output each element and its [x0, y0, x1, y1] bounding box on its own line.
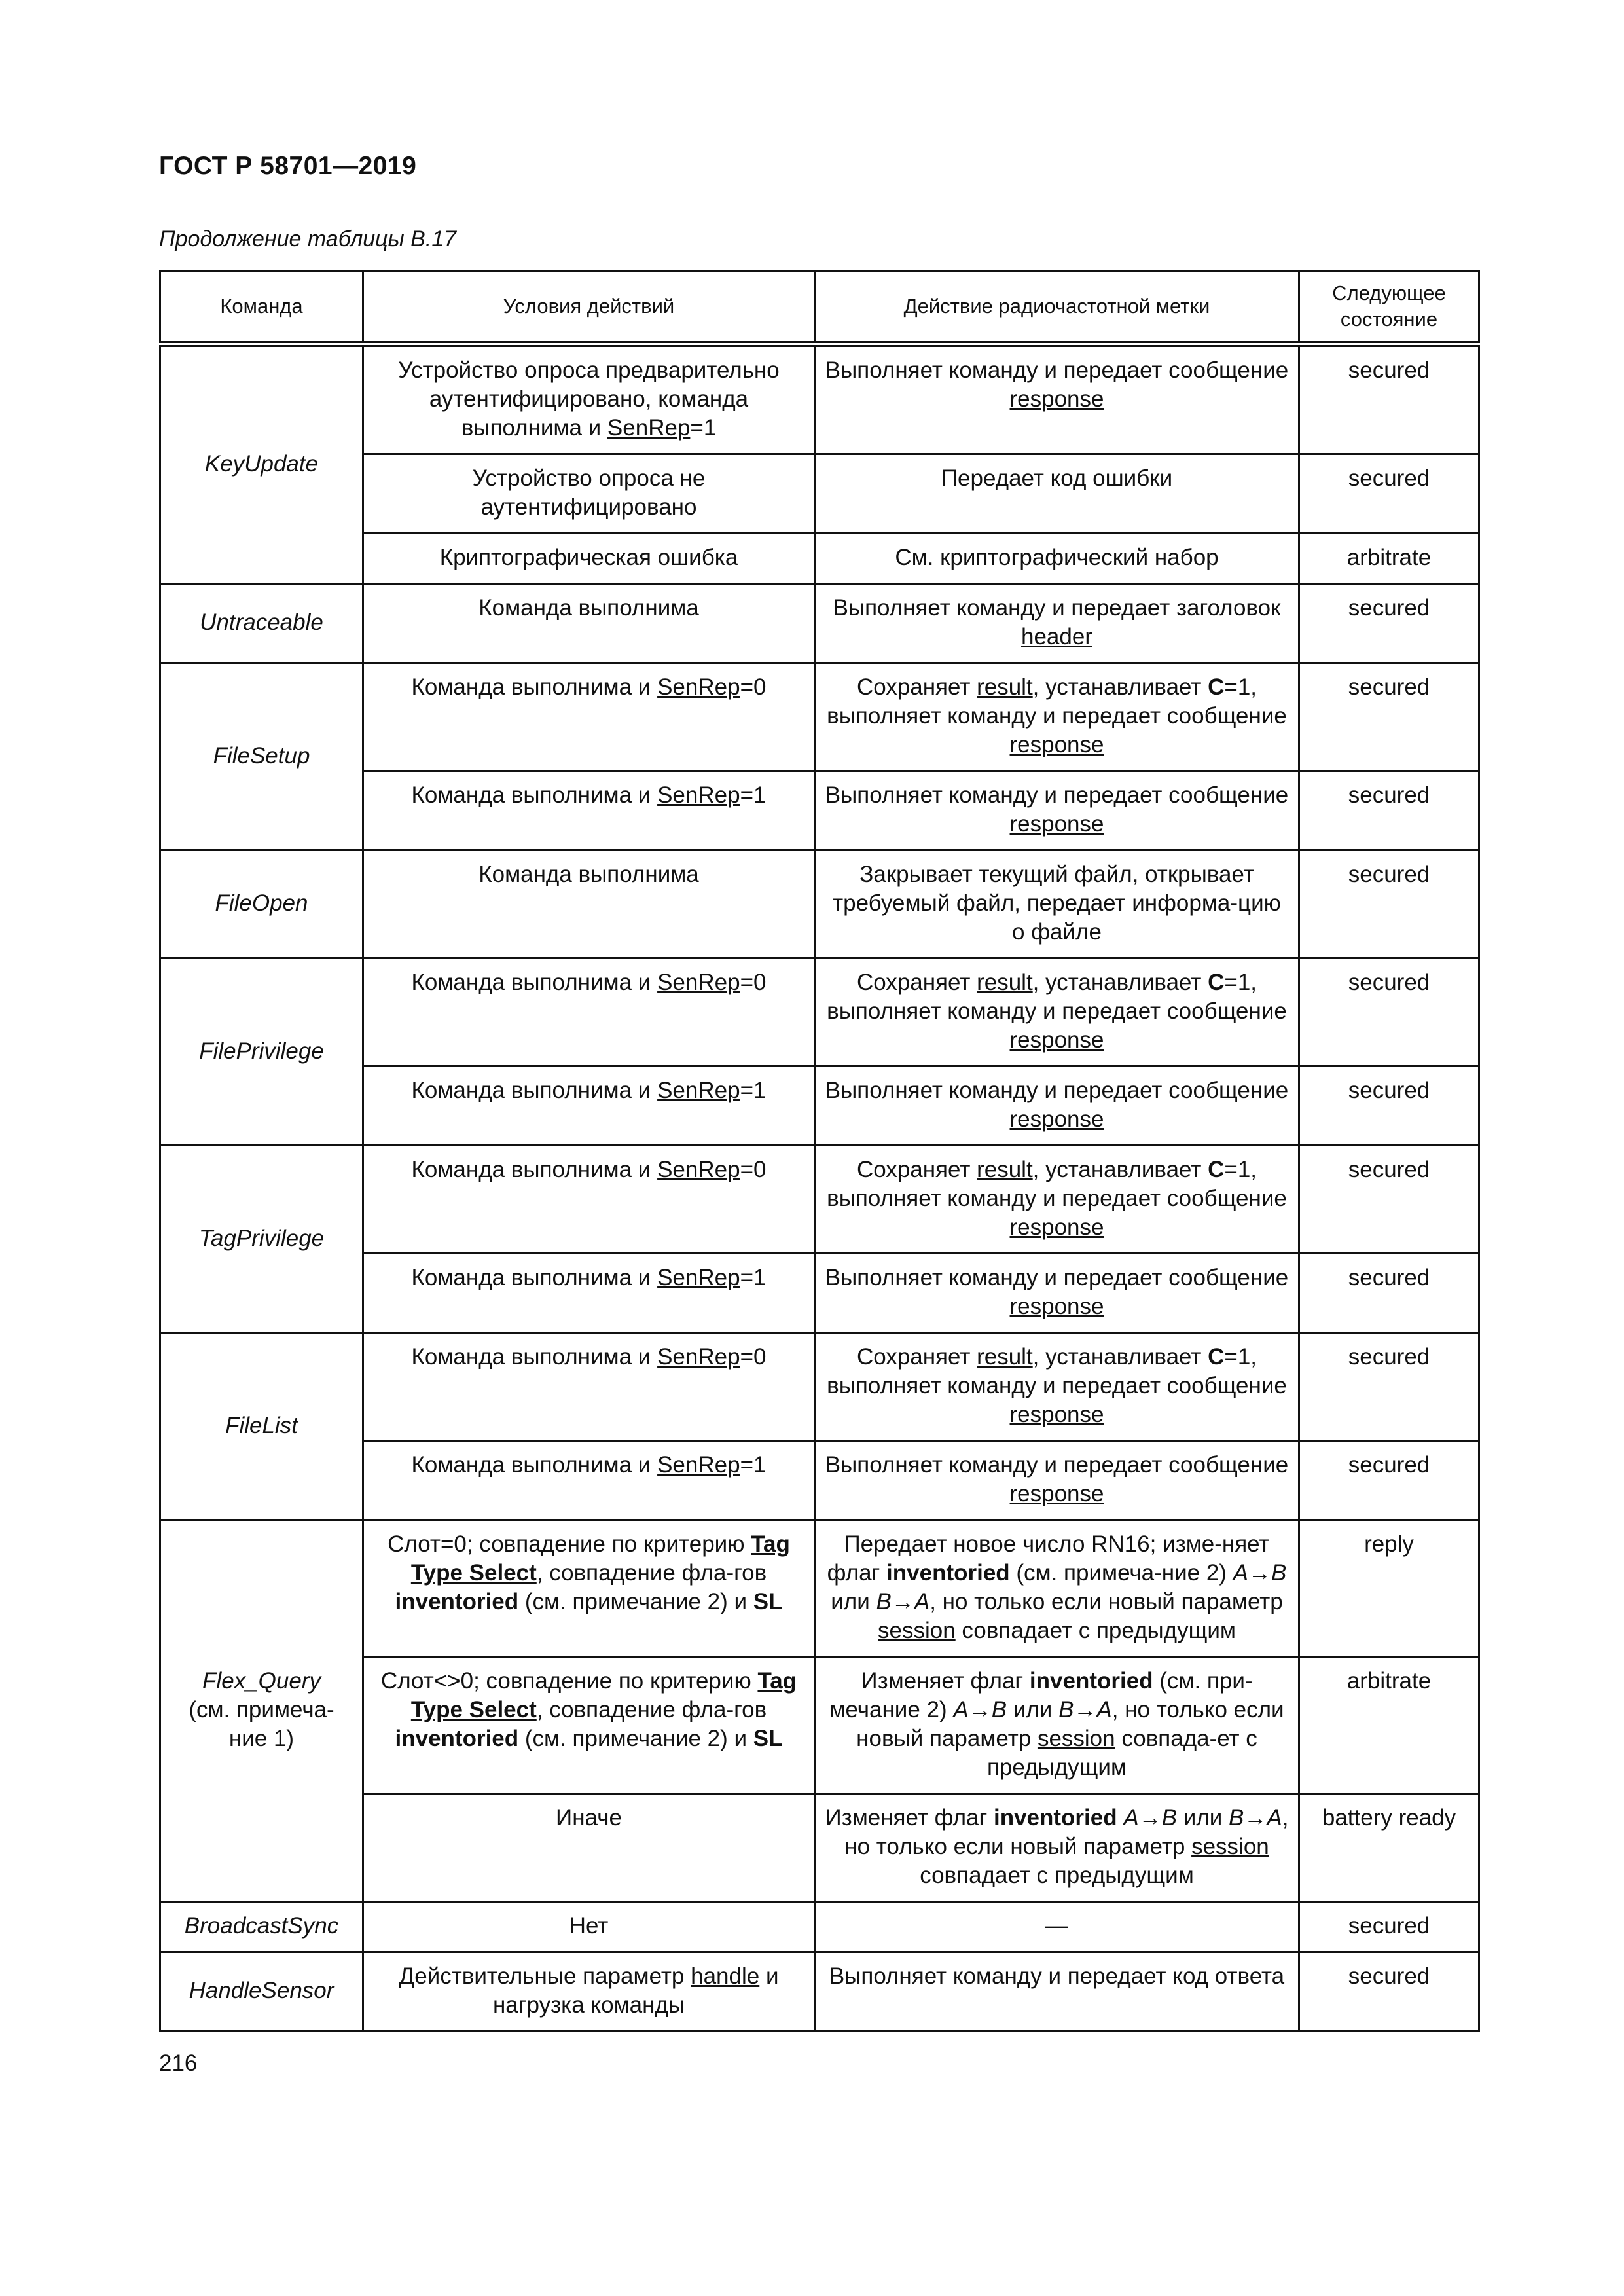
condition-cell — [363, 1520, 815, 1657]
response-param: response — [1009, 386, 1104, 412]
condition-text: (см. примечание 2) и — [518, 1726, 753, 1751]
action-cell — [815, 1254, 1299, 1333]
header-param: header — [1021, 624, 1092, 649]
c-flag: C — [1208, 674, 1225, 700]
action-cell — [815, 1333, 1299, 1441]
command-cell: TagPrivilege — [160, 1146, 363, 1333]
state-cell: secured — [1299, 958, 1479, 1066]
condition-cell: Иначе — [363, 1794, 815, 1902]
column-header-tag-action: Действие радиочастотной метки — [815, 271, 1299, 344]
session-param: session — [1191, 1834, 1269, 1859]
commands-table — [159, 270, 1480, 2032]
state-cell: secured — [1299, 1254, 1479, 1333]
command-cell: HandleSensor — [160, 1952, 363, 2032]
table-row — [160, 663, 1479, 771]
table-row — [160, 584, 1479, 663]
state-cell: secured — [1299, 1902, 1479, 1952]
action-cell — [815, 771, 1299, 850]
action-text: (см. при-мечание 2) — [829, 1668, 1253, 1722]
action-text: Выполняет команду и передает сообщение — [825, 357, 1289, 383]
document-header: ГОСТ Р 58701—2019 — [159, 152, 417, 180]
action-text: Выполняет команду и передает сообщение — [825, 1452, 1289, 1478]
condition-cell — [363, 1254, 815, 1333]
condition-text: (см. примечание 2) и — [518, 1589, 753, 1614]
response-param: response — [1009, 1214, 1104, 1240]
action-cell — [815, 1146, 1299, 1254]
condition-cell — [363, 663, 815, 771]
action-cell — [815, 344, 1299, 454]
condition-cell — [363, 344, 815, 454]
condition-text: Слот=0; совпадение по критерию — [388, 1531, 751, 1557]
state-cell: reply — [1299, 1520, 1479, 1657]
state-cell: secured — [1299, 344, 1479, 454]
state-cell: secured — [1299, 1066, 1479, 1146]
action-text: Выполняет команду и передает сообщение — [825, 1265, 1289, 1290]
command-cell: FilePrivilege — [160, 958, 363, 1146]
condition-cell: Нет — [363, 1902, 815, 1952]
condition-cell — [363, 1333, 815, 1441]
transition-ab: A→B — [1123, 1805, 1178, 1831]
condition-cell: Криптографическая ошибка — [363, 534, 815, 584]
action-cell — [815, 1520, 1299, 1657]
action-text: Сохраняет — [856, 1157, 977, 1182]
result-param: result — [977, 674, 1033, 700]
transition-ba: B→A — [876, 1589, 930, 1614]
condition-text: и нагрузка команды — [492, 1963, 779, 2018]
condition-cell — [363, 958, 815, 1066]
c-flag: C — [1208, 1344, 1225, 1370]
action-cell — [815, 584, 1299, 663]
command-note: (см. примеча-ние 1) — [189, 1697, 334, 1751]
condition-text: =1 — [740, 1078, 767, 1103]
action-text: =1, выполняет команду и передает сообщение — [827, 1344, 1287, 1398]
condition-text: Команда выполнима и — [411, 1452, 658, 1478]
inventoried-flag: inventoried — [1029, 1668, 1153, 1694]
senrep-param: SenRep — [657, 1344, 740, 1370]
state-cell: arbitrate — [1299, 1657, 1479, 1794]
action-text: , устанавливает — [1032, 1157, 1208, 1182]
state-cell: secured — [1299, 663, 1479, 771]
table-row — [160, 1146, 1479, 1254]
action-cell: Передает код ошибки — [815, 454, 1299, 534]
inventoried-flag: inventoried — [395, 1726, 519, 1751]
response-param: response — [1009, 811, 1104, 837]
action-text: Сохраняет — [856, 674, 977, 700]
state-cell: secured — [1299, 850, 1479, 958]
inventoried-flag: inventoried — [886, 1560, 1010, 1586]
senrep-param: SenRep — [657, 674, 740, 700]
condition-text: Команда выполнима и — [411, 782, 658, 808]
condition-text: =0 — [740, 1157, 767, 1182]
state-cell: secured — [1299, 1952, 1479, 2032]
action-text: , устанавливает — [1032, 1344, 1208, 1370]
condition-cell: Команда выполнима — [363, 584, 815, 663]
transition-ba: B→A — [1058, 1697, 1112, 1722]
senrep-param: SenRep — [607, 415, 691, 441]
senrep-param: SenRep — [657, 1452, 740, 1478]
condition-text: Действительные параметр — [399, 1963, 691, 1989]
senrep-param: SenRep — [657, 1265, 740, 1290]
transition-ab: A→B — [1233, 1560, 1287, 1586]
condition-text: Команда выполнима и — [411, 1344, 658, 1370]
action-text: Сохраняет — [856, 1344, 977, 1370]
action-cell — [815, 1441, 1299, 1520]
action-text: , но только если новый параметр — [929, 1589, 1283, 1614]
table-row — [160, 344, 1479, 454]
action-text: Выполняет команду и передает заголовок — [833, 595, 1281, 621]
response-param: response — [1009, 1481, 1104, 1506]
state-cell: secured — [1299, 771, 1479, 850]
command-cell: FileList — [160, 1333, 363, 1520]
senrep-param: SenRep — [657, 782, 740, 808]
command-cell: FileSetup — [160, 663, 363, 850]
column-header-next-state: Следующее состояние — [1299, 271, 1479, 344]
inventoried-flag: inventoried — [395, 1589, 519, 1614]
response-param: response — [1009, 1027, 1104, 1053]
condition-text: =0 — [740, 970, 767, 995]
condition-text: Команда выполнима и — [411, 1157, 658, 1182]
action-text: совпада-ет с предыдущим — [986, 1726, 1257, 1780]
result-param: result — [977, 970, 1033, 995]
session-param: session — [878, 1618, 956, 1643]
state-cell: arbitrate — [1299, 534, 1479, 584]
action-text: или — [831, 1589, 876, 1614]
condition-cell — [363, 1952, 815, 2032]
condition-text: =0 — [740, 674, 767, 700]
table-row — [160, 1520, 1479, 1657]
table-header-row — [160, 271, 1479, 344]
action-cell: Закрывает текущий файл, открывает требуемый файл, передает информа-цию о файле — [815, 850, 1299, 958]
command-cell: FileOpen — [160, 850, 363, 958]
action-text: Передает новое число RN16; изме-няет флаг — [827, 1531, 1270, 1586]
table-row — [160, 1333, 1479, 1441]
action-cell: Выполняет команду и передает код ответа — [815, 1952, 1299, 2032]
senrep-param: SenRep — [657, 970, 740, 995]
c-flag: C — [1208, 1157, 1225, 1182]
condition-text: Команда выполнима и — [411, 674, 658, 700]
condition-cell — [363, 1441, 815, 1520]
session-param: session — [1037, 1726, 1115, 1751]
condition-text: =0 — [740, 1344, 767, 1370]
action-text: Выполняет команду и передает сообщение — [825, 1078, 1289, 1103]
action-text: =1, выполняет команду и передает сообщение — [827, 970, 1287, 1024]
command-cell: KeyUpdate — [160, 344, 363, 584]
sl-flag: SL — [753, 1726, 783, 1751]
condition-text: , совпадение фла-гов — [536, 1560, 767, 1586]
condition-text: =1 — [690, 415, 717, 441]
condition-text: Устройство опроса предварительно аутентифицировано, команда выполнима и — [398, 357, 780, 441]
command-name: Flex_Query — [202, 1668, 321, 1694]
condition-cell — [363, 1066, 815, 1146]
action-text: или — [1177, 1805, 1229, 1831]
action-text: , устанавливает — [1032, 970, 1208, 995]
condition-cell: Устройство опроса не аутентифицировано — [363, 454, 815, 534]
action-text: Выполняет команду и передает сообщение — [825, 782, 1289, 808]
column-header-conditions: Условия действий — [363, 271, 815, 344]
condition-cell — [363, 1146, 815, 1254]
action-text: Сохраняет — [856, 970, 977, 995]
condition-text: =1 — [740, 1265, 767, 1290]
condition-cell: Команда выполнима — [363, 850, 815, 958]
condition-cell — [363, 1657, 815, 1794]
action-text: совпадает с предыдущим — [955, 1618, 1236, 1643]
table-row — [160, 1952, 1479, 2032]
state-cell: secured — [1299, 584, 1479, 663]
condition-text: Команда выполнима и — [411, 1265, 658, 1290]
table-row — [160, 1902, 1479, 1952]
table-row — [160, 850, 1479, 958]
command-cell: BroadcastSync — [160, 1902, 363, 1952]
action-text: (см. примеча-ние 2) — [1009, 1560, 1233, 1586]
action-cell: См. криптографический набор — [815, 534, 1299, 584]
action-text: , но только если новый параметр — [856, 1697, 1284, 1751]
sl-flag: SL — [753, 1589, 783, 1614]
action-text: =1, выполняет команду и передает сообщение — [827, 674, 1287, 729]
transition-ab: A→B — [953, 1697, 1007, 1722]
action-cell — [815, 958, 1299, 1066]
action-text: совпадает с предыдущим — [920, 1863, 1194, 1888]
result-param: result — [977, 1344, 1033, 1370]
table-caption: Продолжение таблицы В.17 — [159, 227, 457, 251]
action-cell — [815, 1066, 1299, 1146]
response-param: response — [1009, 1402, 1104, 1427]
action-cell — [815, 1657, 1299, 1794]
action-text: , устанавливает — [1032, 674, 1208, 700]
action-text: Изменяет флаг — [861, 1668, 1030, 1694]
action-text: =1, выполняет команду и передает сообщение — [827, 1157, 1287, 1211]
tag-type-select-param: Tag Type Select — [410, 1531, 790, 1586]
response-param: response — [1009, 732, 1104, 757]
senrep-param: SenRep — [657, 1078, 740, 1103]
condition-text: =1 — [740, 1452, 767, 1478]
action-cell — [815, 663, 1299, 771]
action-text: Изменяет флаг — [825, 1805, 994, 1831]
command-cell — [160, 1520, 363, 1902]
response-param: response — [1009, 1294, 1104, 1319]
state-cell: secured — [1299, 454, 1479, 534]
page-number: 216 — [159, 2050, 198, 2076]
state-cell: secured — [1299, 1333, 1479, 1441]
inventoried-flag: inventoried — [993, 1805, 1117, 1831]
condition-text: Команда выполнима и — [411, 970, 658, 995]
condition-text: Команда выполнима и — [411, 1078, 658, 1103]
table-row — [160, 958, 1479, 1066]
condition-text: Слот<>0; совпадение по критерию — [380, 1668, 758, 1694]
state-cell: secured — [1299, 1146, 1479, 1254]
action-cell: — — [815, 1902, 1299, 1952]
state-cell: secured — [1299, 1441, 1479, 1520]
senrep-param: SenRep — [657, 1157, 740, 1182]
tag-type-select-param: Tag Type Select — [410, 1668, 797, 1722]
command-cell: Untraceable — [160, 584, 363, 663]
c-flag: C — [1208, 970, 1225, 995]
column-header-command: Команда — [160, 271, 363, 344]
condition-cell — [363, 771, 815, 850]
transition-ba: B→A — [1229, 1805, 1282, 1831]
condition-text: =1 — [740, 782, 767, 808]
response-param: response — [1009, 1106, 1104, 1132]
condition-text: , совпадение фла-гов — [536, 1697, 767, 1722]
result-param: result — [977, 1157, 1033, 1182]
state-cell: battery ready — [1299, 1794, 1479, 1902]
action-text: , но только если новый параметр — [844, 1805, 1289, 1859]
action-text: или — [1007, 1697, 1059, 1722]
action-cell — [815, 1794, 1299, 1902]
handle-param: handle — [691, 1963, 760, 1989]
